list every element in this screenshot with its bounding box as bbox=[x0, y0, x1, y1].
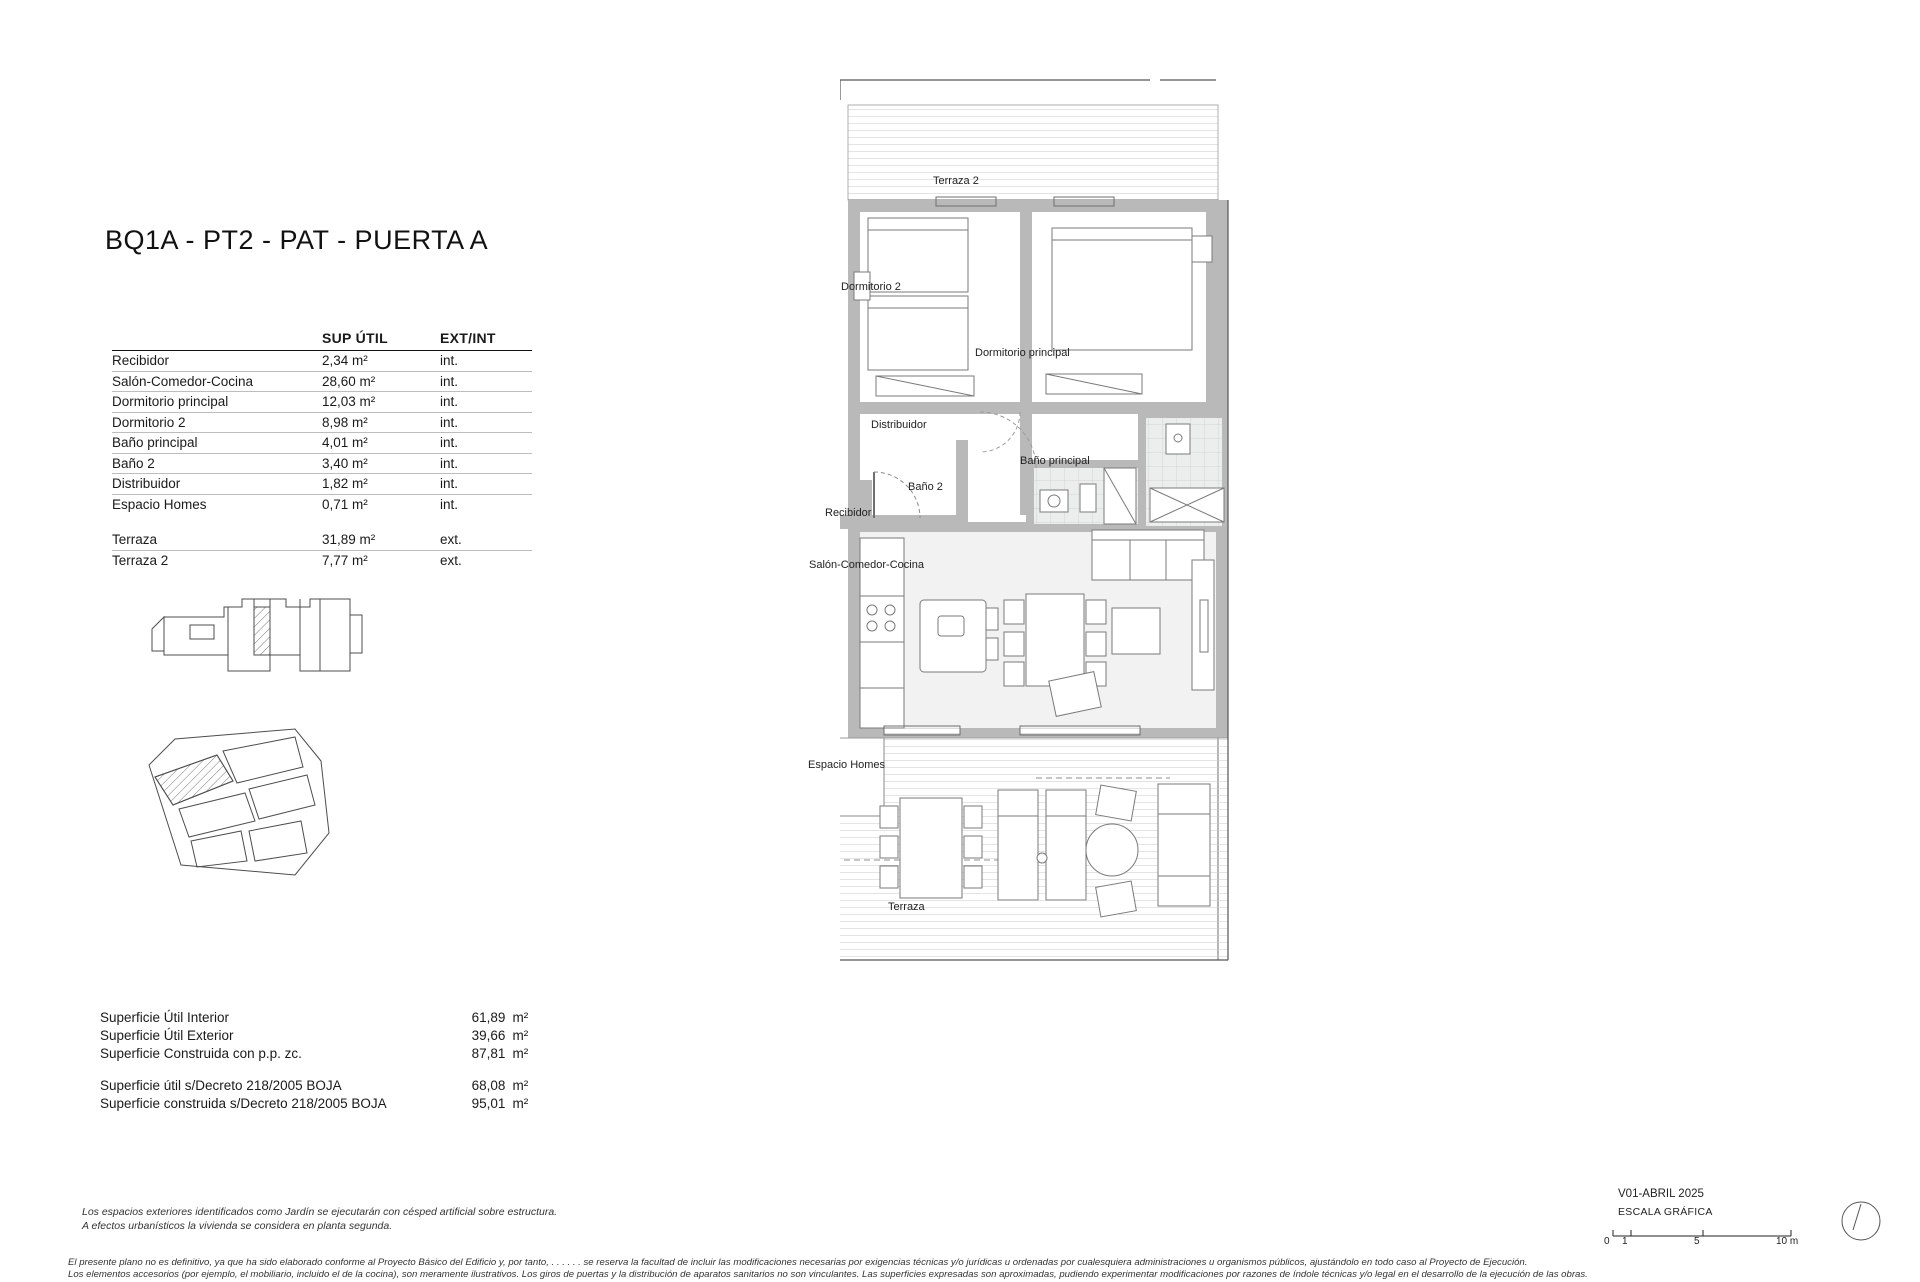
col-sup: SUP ÚTIL bbox=[322, 330, 388, 346]
room-extint: int. bbox=[440, 373, 459, 389]
summary-value: 95,01 bbox=[471, 1095, 506, 1111]
plan-label-terraza-2: Terraza 2 bbox=[933, 175, 979, 187]
plan-label-bano-principal: Baño principal bbox=[1020, 455, 1090, 467]
room-extint: int. bbox=[440, 435, 459, 451]
plan-label-espacio-homes: Espacio Homes bbox=[808, 759, 886, 771]
summary-row bbox=[100, 1026, 540, 1044]
scale-tick-1: 1 bbox=[1622, 1236, 1628, 1247]
summary-value: 68,08 bbox=[471, 1077, 506, 1093]
room-extint: int. bbox=[440, 414, 459, 430]
page-title: BQ1A - PT2 - PAT - PUERTA A bbox=[105, 225, 489, 255]
summary-unit: m² bbox=[512, 1045, 529, 1061]
summary-value: 87,81 bbox=[471, 1045, 506, 1061]
plan-label-bano-2: Baño 2 bbox=[908, 481, 943, 493]
table-row bbox=[112, 474, 532, 495]
plan-label-salon: Salón-Comedor-Cocina bbox=[809, 559, 924, 571]
scale-tick-5: 5 bbox=[1694, 1236, 1700, 1247]
col-room bbox=[112, 330, 322, 346]
legal-line-1: El presente plano no es definitivo, ya que ha sido elaborado conforme al Proyecto Básico del Edificio y, por tanto, . . . . . . se reserva la facultad de incluir las modificaciones necesarias por exigencias técnicas y/o jurídicas u ordenadas por cualesquiera administraciones u organismos públicos, ajustándolo en todo caso al Proyecto de Ejecución. bbox=[68, 1257, 1528, 1268]
table-row bbox=[112, 351, 532, 372]
room-area: 31,89 m² bbox=[322, 532, 376, 548]
room-name: Distribuidor bbox=[112, 476, 181, 492]
room-area: 4,01 m² bbox=[322, 435, 368, 451]
note-line-1: Los espacios exteriores identificados como Jardín se ejecutarán con césped artificial sobre estructura. bbox=[82, 1206, 558, 1218]
area-table-header bbox=[112, 330, 532, 350]
room-extint: int. bbox=[440, 394, 459, 410]
summary-value: 39,66 bbox=[471, 1027, 506, 1043]
summary-label: Superficie Construida con p.p. zc. bbox=[100, 1045, 302, 1061]
room-name: Terraza bbox=[112, 532, 158, 548]
plan-label-terraza: Terraza bbox=[888, 901, 925, 913]
table-row bbox=[112, 413, 532, 434]
table-row bbox=[112, 372, 532, 393]
plan-label-distribuidor: Distribuidor bbox=[871, 419, 927, 431]
room-name: Dormitorio 2 bbox=[112, 414, 186, 430]
table-row bbox=[112, 392, 532, 413]
room-extint: int. bbox=[440, 353, 459, 369]
room-area: 12,03 m² bbox=[322, 394, 376, 410]
summary-unit: m² bbox=[512, 1077, 529, 1093]
summary-label: Superficie útil s/Decreto 218/2005 BOJA bbox=[100, 1077, 342, 1093]
room-extint: ext. bbox=[440, 532, 462, 548]
scale-tick-0: 0 bbox=[1604, 1236, 1610, 1247]
summary-label: Superficie Útil Interior bbox=[100, 1009, 230, 1025]
summary-unit: m² bbox=[512, 1027, 529, 1043]
scale-caption: ESCALA GRÁFICA bbox=[1618, 1206, 1713, 1218]
table-row bbox=[112, 530, 532, 551]
room-area: 7,77 m² bbox=[322, 552, 368, 568]
legal-line-2: Los elementos accesorios (por ejemplo, el mobiliario, incluido el de la cocina), son meramente ilustrativos. Los giros de puertas y la distribución de aparatos sanitarios no son vinculantes. Las superficies expresadas son aproximadas, pudiendo experimentar modificaciones por razones de índole técnicas y/o legal en el desarrollo de la ejecución de las obras. bbox=[68, 1269, 1588, 1281]
table-row bbox=[112, 551, 532, 571]
room-area: 0,71 m² bbox=[322, 496, 368, 512]
scale-tick-10: 10 m bbox=[1776, 1236, 1799, 1247]
key-plan-floor-thumbnail bbox=[150, 595, 400, 690]
summary-label: Superficie Útil Exterior bbox=[100, 1027, 234, 1043]
room-extint: int. bbox=[440, 455, 459, 471]
table-row bbox=[112, 433, 532, 454]
floor-plan-drawing bbox=[808, 60, 1900, 1180]
room-extint: int. bbox=[440, 496, 459, 512]
plan-label-dormitorio-principal: Dormitorio principal bbox=[975, 347, 1070, 359]
room-area: 2,34 m² bbox=[322, 353, 368, 369]
room-name: Baño principal bbox=[112, 435, 198, 451]
room-area: 3,40 m² bbox=[322, 455, 368, 471]
room-area: 1,82 m² bbox=[322, 476, 368, 492]
summary-label: Superficie construida s/Decreto 218/2005 BOJA bbox=[100, 1095, 387, 1111]
graphic-scale-bar bbox=[1605, 1222, 1805, 1257]
legal-disclaimer bbox=[68, 1257, 1868, 1282]
table-row bbox=[112, 495, 532, 515]
area-table bbox=[112, 330, 532, 570]
room-area: 8,98 m² bbox=[322, 414, 368, 430]
room-area: 28,60 m² bbox=[322, 373, 376, 389]
north-arrow-icon bbox=[1838, 1198, 1884, 1249]
plan-label-dormitorio-2: Dormitorio 2 bbox=[841, 281, 901, 293]
room-name: Espacio Homes bbox=[112, 496, 207, 512]
italic-notes bbox=[82, 1205, 822, 1233]
summary-row bbox=[100, 1044, 540, 1062]
room-name: Terraza 2 bbox=[112, 552, 169, 568]
summary-row bbox=[100, 1094, 540, 1112]
summary-unit: m² bbox=[512, 1095, 529, 1111]
summary-row bbox=[100, 1008, 540, 1026]
room-extint: ext. bbox=[440, 552, 462, 568]
summary-unit: m² bbox=[512, 1009, 529, 1025]
room-name: Dormitorio principal bbox=[112, 394, 229, 410]
note-line-2: A efectos urbanísticos la vivienda se considera en planta segunda. bbox=[82, 1220, 393, 1233]
table-row bbox=[112, 454, 532, 475]
room-name: Baño 2 bbox=[112, 455, 155, 471]
plan-label-recibidor: Recibidor bbox=[825, 507, 872, 519]
key-plan-site-thumbnail bbox=[145, 725, 355, 890]
version-label: V01-ABRIL 2025 bbox=[1618, 1188, 1704, 1200]
summary-row bbox=[100, 1076, 540, 1094]
room-extint: int. bbox=[440, 476, 459, 492]
col-ext: EXT/INT bbox=[440, 330, 496, 346]
room-name: Recibidor bbox=[112, 353, 170, 369]
surface-summary bbox=[100, 1008, 540, 1112]
room-name: Salón-Comedor-Cocina bbox=[112, 373, 254, 389]
summary-value: 61,89 bbox=[471, 1009, 506, 1025]
